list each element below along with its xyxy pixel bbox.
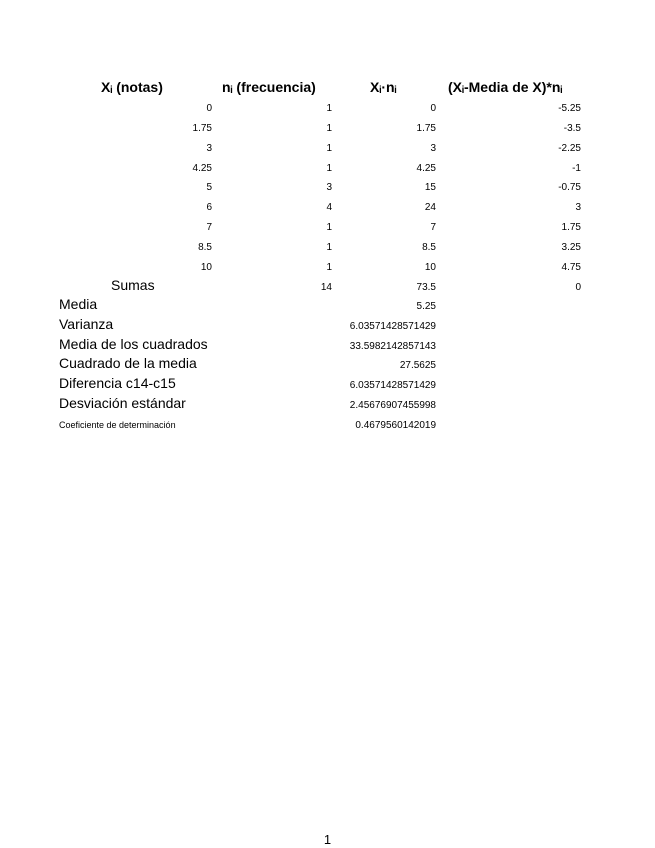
cell-dev: -3.5 xyxy=(563,123,581,134)
cell-dev: -2.25 xyxy=(558,143,581,154)
header-deviation: (Xᵢ-Media de X)*nᵢ xyxy=(448,79,563,95)
header-xi-ni: Xᵢ·nᵢ xyxy=(370,79,397,95)
sum-n: 14 xyxy=(320,282,332,293)
cell-xn: 8.5 xyxy=(422,242,436,253)
cell-x: 6 xyxy=(206,202,212,213)
cell-n: 1 xyxy=(326,103,332,114)
cell-n: 1 xyxy=(326,163,332,174)
header-xi-notas: Xᵢ (notas) xyxy=(101,79,163,95)
cell-dev: 4.75 xyxy=(561,262,581,273)
sums-label: Sumas xyxy=(111,277,155,293)
cell-n: 1 xyxy=(326,143,332,154)
cell-x: 10 xyxy=(200,262,212,273)
cell-n: 1 xyxy=(326,222,332,233)
cell-n: 1 xyxy=(326,262,332,273)
cell-xn: 4.25 xyxy=(416,163,436,174)
stat-value: 0.4679560142019 xyxy=(355,420,436,431)
cell-xn: 0 xyxy=(430,103,436,114)
stat-label: Cuadrado de la media xyxy=(59,355,197,371)
cell-x: 8.5 xyxy=(198,242,212,253)
stat-label: Media de los cuadrados xyxy=(59,336,208,352)
stat-value: 6.03571428571429 xyxy=(349,380,436,391)
cell-x: 1.75 xyxy=(192,123,212,134)
stat-label: Diferencia c14-c15 xyxy=(59,375,176,391)
cell-xn: 24 xyxy=(424,202,436,213)
stat-label: Media xyxy=(59,296,98,312)
stat-label: Desviación estándar xyxy=(59,395,186,411)
cell-dev: 1.75 xyxy=(561,222,581,233)
cell-x: 4.25 xyxy=(192,163,212,174)
cell-x: 0 xyxy=(206,103,212,114)
stat-value: 5.25 xyxy=(416,301,436,312)
cell-dev: -5.25 xyxy=(558,103,581,114)
cell-dev: 3.25 xyxy=(561,242,581,253)
page-number: 1 xyxy=(323,832,332,847)
cell-xn: 3 xyxy=(430,143,436,154)
cell-x: 3 xyxy=(206,143,212,154)
stat-label: Coeficiente de determinación xyxy=(59,420,176,430)
cell-x: 5 xyxy=(206,182,212,193)
cell-dev: -1 xyxy=(572,163,581,174)
sum-dev: 0 xyxy=(575,282,581,293)
cell-dev: 3 xyxy=(575,202,581,213)
sum-xn: 73.5 xyxy=(416,282,436,293)
cell-dev: -0.75 xyxy=(558,182,581,193)
stat-value: 33.5982142857143 xyxy=(349,341,436,352)
cell-n: 1 xyxy=(326,242,332,253)
cell-xn: 1.75 xyxy=(416,123,436,134)
cell-n: 4 xyxy=(326,202,332,213)
cell-xn: 10 xyxy=(424,262,436,273)
stat-value: 6.03571428571429 xyxy=(349,321,436,332)
header-ni-frecuencia: nᵢ (frecuencia) xyxy=(222,79,316,95)
cell-xn: 15 xyxy=(424,182,436,193)
stat-value: 2.45676907455998 xyxy=(349,400,436,411)
stat-value: 27.5625 xyxy=(399,360,436,371)
cell-n: 1 xyxy=(326,123,332,134)
stat-label: Varianza xyxy=(59,316,114,332)
cell-xn: 7 xyxy=(430,222,436,233)
cell-x: 7 xyxy=(206,222,212,233)
cell-n: 3 xyxy=(326,182,332,193)
